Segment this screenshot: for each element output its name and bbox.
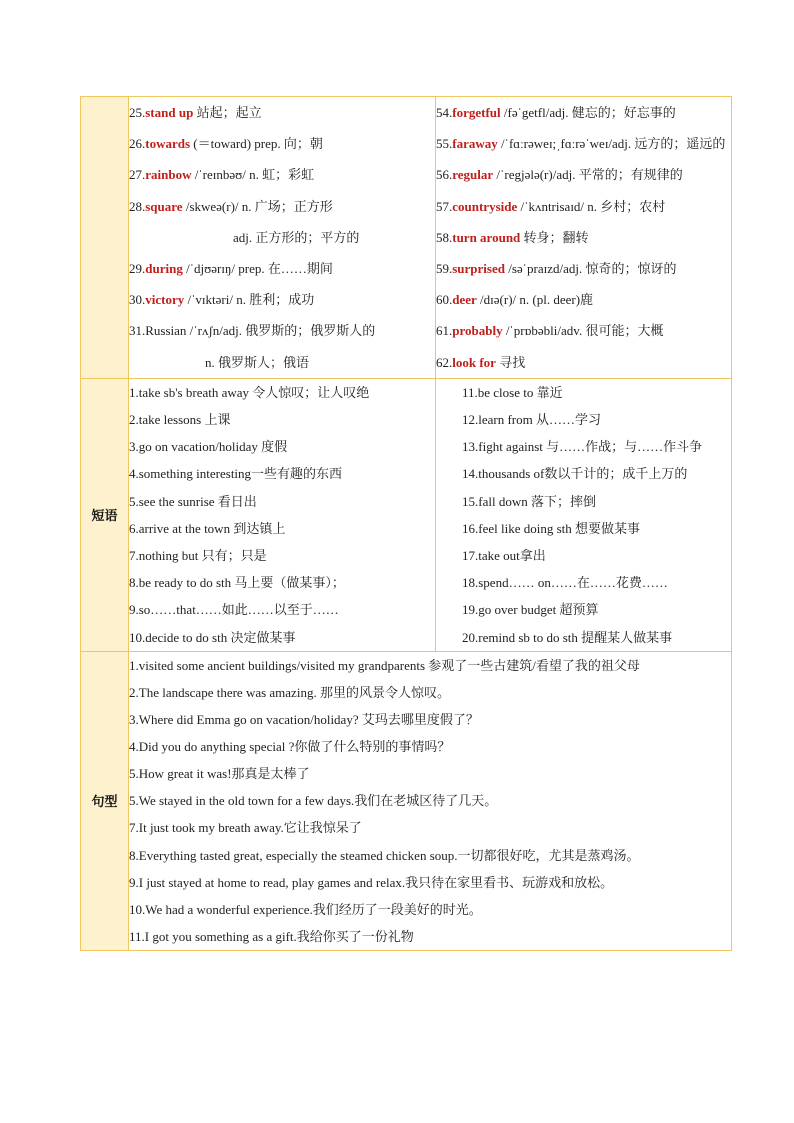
word-term: stand up bbox=[145, 105, 194, 120]
words-row bbox=[81, 97, 732, 379]
phrase-item: 17.take out拿出 bbox=[462, 548, 546, 564]
word-term: rainbow bbox=[145, 167, 192, 183]
sentences-label: 句型 bbox=[81, 651, 129, 950]
word-term: surprised bbox=[452, 261, 505, 277]
word-entry-56: 56.regular /ˈregjələ(r)/adj. 平常的；有规律的 bbox=[436, 167, 683, 183]
word-entry-28: 28.square /skweə(r)/ n. 广场；正方形 bbox=[129, 198, 333, 214]
phrase-item: 6.arrive at the town 到达镇上 bbox=[129, 520, 286, 536]
word-term: faraway bbox=[452, 136, 498, 152]
phrase-item: 18.spend…… on……在……花费…… bbox=[462, 575, 668, 591]
words-side-cell bbox=[81, 97, 129, 379]
phrase-item: 3.go on vacation/holiday 度假 bbox=[129, 439, 288, 455]
sentence-item: 3.Where did Emma go on vacation/holiday? 艾玛去哪里度假了？ bbox=[129, 712, 479, 728]
phrase-item: 4.something interesting一些有趣的东西 bbox=[129, 466, 343, 482]
word-entry-60: 60.deer /dɪə(r)/ n. (pl. deer)鹿 bbox=[436, 292, 594, 308]
phrase-item: 5.see the sunrise 看日出 bbox=[129, 493, 257, 509]
sentence-item: 5.We stayed in the old town for a few days.我们在老城区待了几天。 bbox=[129, 793, 498, 809]
word-term: turn around bbox=[452, 229, 521, 245]
word-entry-31-noun: n. 俄罗斯人；俄语 bbox=[205, 354, 310, 370]
phrases-label: 短语 bbox=[81, 378, 129, 651]
phrase-item: 7.nothing but 只有；只是 bbox=[129, 548, 267, 564]
word-term: forgetful bbox=[452, 105, 501, 120]
word-entry-59: 59.surprised /səˈpraɪzd/adj. 惊奇的；惊讶的 bbox=[436, 261, 677, 277]
word-term: regular bbox=[452, 167, 494, 183]
sentence-item: 9.I just stayed at home to read, play games and relax.我只待在家里看书、玩游戏和放松。 bbox=[129, 874, 614, 890]
sentences-row bbox=[81, 651, 732, 950]
sentence-item: 1.visited some ancient buildings/visited my grandparents 参观了一些古建筑/看望了我的祖父母 bbox=[129, 657, 640, 673]
word-entry-25: 25.stand up 站起；起立 bbox=[129, 105, 262, 120]
word-term: probably bbox=[452, 323, 503, 339]
phrase-item: 16.feel like doing sth 想要做某事 bbox=[462, 520, 641, 536]
word-entry-28-adj: adj. 正方形的；平方的 bbox=[233, 229, 360, 245]
word-entry-58: 58.turn around 转身；翻转 bbox=[436, 229, 589, 245]
word-term: square bbox=[145, 198, 183, 214]
word-entry-55: 55.faraway /ˈfɑːrəweɪ;ˌfɑːrəˈweɪ/adj. 远方的；遥远的 bbox=[436, 136, 726, 152]
word-entry-57: 57.countryside /ˈkʌntrisaɪd/ n. 乡村；农村 bbox=[436, 198, 666, 214]
sentence-item: 2.The landscape there was amazing. 那里的风景令人惊叹。 bbox=[129, 684, 450, 700]
words-right-column bbox=[436, 97, 732, 379]
phrase-item: 10.decide to do sth 决定做某事 bbox=[129, 629, 296, 645]
sentence-item: 7.It just took my breath away.它让我惊呆了 bbox=[129, 820, 362, 836]
words-left-column bbox=[129, 97, 436, 379]
phrases-left-column bbox=[129, 378, 436, 651]
word-term: countryside bbox=[452, 198, 518, 214]
word-entry-26: 26.towards (＝toward) prep. 向；朝 bbox=[129, 136, 323, 152]
phrase-item: 15.fall down 落下；摔倒 bbox=[462, 493, 596, 509]
word-term: during bbox=[145, 261, 183, 277]
word-entry-31: 31.Russian /ˈrʌʃn/adj. 俄罗斯的；俄罗斯人的 bbox=[129, 323, 376, 339]
vocabulary-table bbox=[80, 96, 732, 951]
word-entry-54: 54.forgetful /fəˈgetfl/adj. 健忘的；好忘事的 bbox=[436, 105, 676, 120]
word-entry-30: 30.victory /ˈvɪktəri/ n. 胜利；成功 bbox=[129, 292, 315, 308]
phrase-item: 13.fight against 与……作战；与……作斗争 bbox=[462, 439, 703, 455]
phrase-item: 19.go over budget 超预算 bbox=[462, 602, 599, 618]
sentence-item: 4.Did you do anything special ?你做了什么特别的事情吗？ bbox=[129, 739, 451, 755]
phrases-right-column bbox=[436, 378, 732, 651]
phrase-item: 2.take lessons 上课 bbox=[129, 412, 231, 428]
word-term: towards bbox=[145, 136, 191, 152]
phrase-item: 1.take sb's breath away 令人惊叹；让人叹绝 bbox=[129, 384, 370, 400]
phrases-row bbox=[81, 378, 732, 651]
word-term: victory bbox=[145, 292, 185, 308]
phrase-item: 20.remind sb to do sth 提醒某人做某事 bbox=[462, 629, 673, 645]
phrase-item: 14.thousands of数以千计的；成千上万的 bbox=[462, 466, 688, 482]
phrase-item: 11.be close to 靠近 bbox=[462, 384, 563, 400]
phrase-item: 8.be ready to do sth 马上要（做某事）； bbox=[129, 575, 345, 591]
word-entry-27: 27.rainbow /ˈreɪnbəʊ/ n. 虹；彩虹 bbox=[129, 167, 315, 183]
word-entry-29: 29.during /ˈdjʊərɪŋ/ prep. 在……期间 bbox=[129, 261, 333, 277]
sentences-column bbox=[129, 651, 732, 950]
sentence-item: 8.Everything tasted great, especially the steamed chicken soup.一切都很好吃，尤其是蒸鸡汤。 bbox=[129, 847, 640, 863]
phrase-item: 9.so……that……如此……以至于…… bbox=[129, 602, 339, 618]
sentence-item: 5.How great it was!那真是太棒了 bbox=[129, 766, 310, 782]
word-term: deer bbox=[452, 292, 477, 308]
word-term: look for bbox=[452, 354, 496, 370]
phrase-item: 12.learn from 从……学习 bbox=[462, 412, 602, 428]
sentence-item: 10.We had a wonderful experience.我们经历了一段美好的时光。 bbox=[129, 901, 482, 917]
word-entry-62: 62.look for 寻找 bbox=[436, 354, 526, 370]
word-entry-61: 61.probably /ˈprɒbəbli/adv. 很可能；大概 bbox=[436, 323, 664, 339]
sentence-item: 11.I got you something as a gift.我给你买了一份礼物 bbox=[129, 928, 414, 944]
